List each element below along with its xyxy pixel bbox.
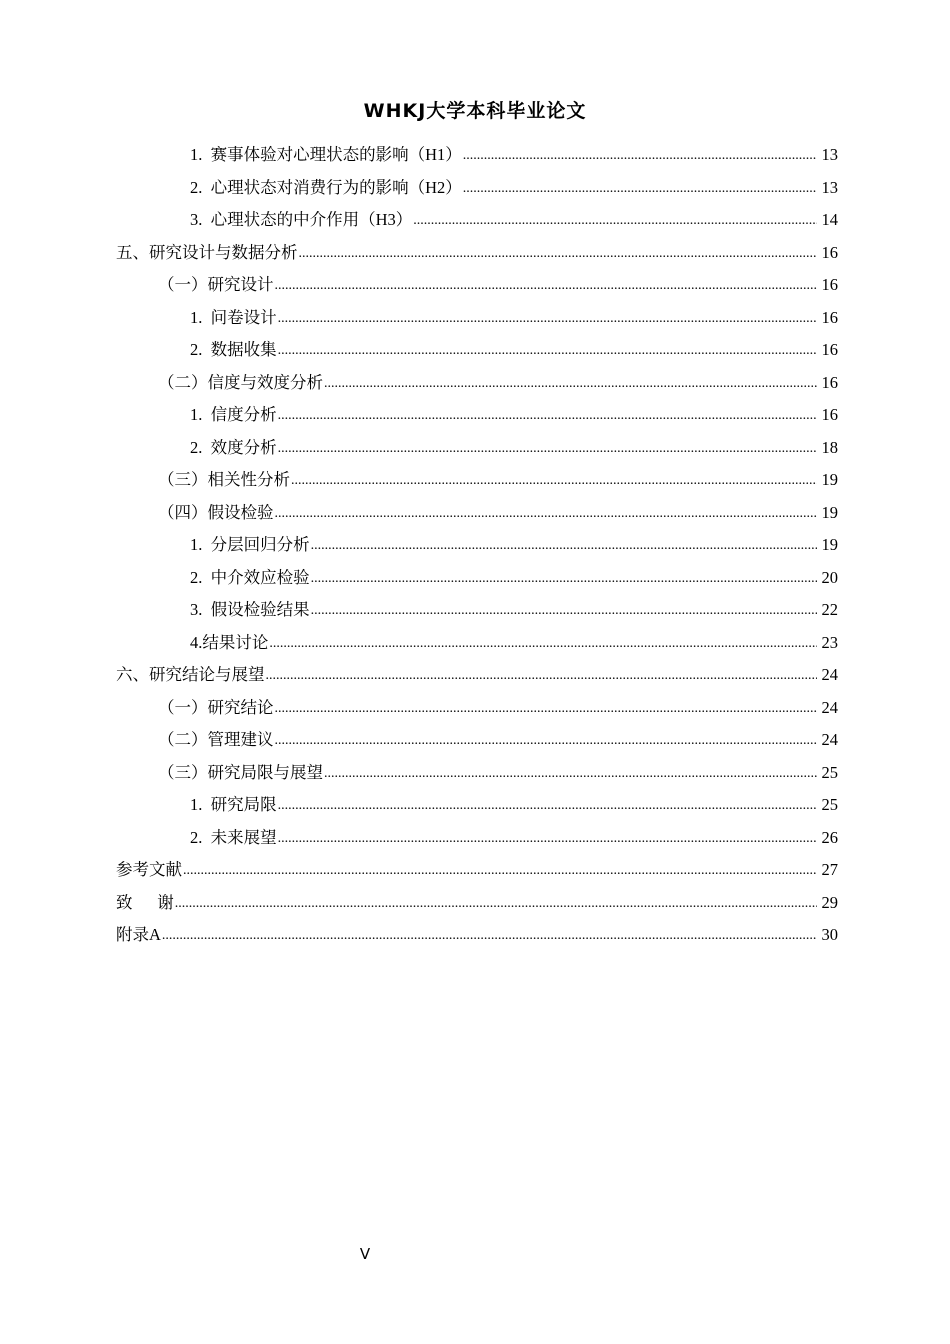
toc-entry-label: 参考文献 bbox=[116, 860, 182, 879]
toc-entry[interactable] bbox=[116, 204, 838, 237]
table-of-contents bbox=[116, 139, 838, 952]
toc-entry-label: 2. 未来展望 bbox=[190, 827, 277, 847]
toc-entry-page: 18 bbox=[821, 437, 838, 457]
page-number: V bbox=[359, 1245, 371, 1263]
toc-entry-page: 19 bbox=[821, 535, 838, 554]
toc-entry-label: 1. 信度分析 bbox=[190, 405, 277, 424]
toc-entry[interactable] bbox=[116, 724, 838, 757]
toc-entry-label: 3. 假设检验结果 bbox=[190, 600, 310, 619]
toc-entry-label: 五、研究设计与数据分析 bbox=[116, 242, 298, 262]
toc-leader-dots bbox=[278, 335, 817, 368]
toc-entry-page: 19 bbox=[821, 502, 838, 522]
toc-entry-label: 1. 研究局限 bbox=[190, 795, 277, 814]
toc-leader-dots bbox=[275, 693, 818, 726]
toc-leader-dots bbox=[278, 790, 817, 823]
toc-leader-dots bbox=[291, 465, 817, 498]
toc-entry-page: 25 bbox=[821, 762, 838, 782]
toc-entry-label: 1. 分层回归分析 bbox=[190, 535, 310, 554]
toc-entry-page: 20 bbox=[821, 567, 838, 587]
toc-leader-dots bbox=[275, 270, 818, 303]
toc-leader-dots bbox=[175, 888, 817, 921]
toc-entry[interactable] bbox=[116, 659, 838, 692]
toc-entry-page: 16 bbox=[821, 307, 838, 327]
toc-leader-dots bbox=[275, 725, 818, 758]
toc-entry-label: 3. 心理状态的中介作用（H3） bbox=[190, 210, 413, 229]
toc-entry-label: （三）相关性分析 bbox=[158, 470, 290, 489]
toc-entry[interactable] bbox=[116, 237, 838, 270]
toc-entry-page: 22 bbox=[821, 600, 838, 619]
toc-entry-page: 16 bbox=[821, 405, 838, 424]
toc-entry-label: 1. 问卷设计 bbox=[190, 307, 277, 327]
toc-entry-page: 16 bbox=[821, 275, 838, 294]
toc-entry-label: 2. 效度分析 bbox=[190, 437, 277, 457]
toc-entry[interactable] bbox=[116, 367, 838, 400]
toc-entry[interactable] bbox=[116, 594, 838, 627]
toc-entry-page: 16 bbox=[821, 242, 838, 262]
toc-entry[interactable] bbox=[116, 529, 838, 562]
toc-entry-label: （二）管理建议 bbox=[158, 730, 274, 749]
toc-leader-dots bbox=[278, 400, 817, 433]
toc-entry[interactable] bbox=[116, 757, 838, 790]
toc-leader-dots bbox=[299, 238, 818, 271]
toc-leader-dots bbox=[266, 660, 818, 693]
toc-leader-dots bbox=[311, 530, 817, 563]
toc-leader-dots bbox=[311, 595, 817, 628]
toc-entry[interactable] bbox=[116, 919, 838, 952]
toc-entry-label: （二）信度与效度分析 bbox=[158, 372, 323, 392]
toc-entry[interactable] bbox=[116, 334, 838, 367]
toc-entry-label: （一）研究设计 bbox=[158, 275, 274, 294]
toc-entry-label: 附录A bbox=[116, 925, 161, 944]
toc-leader-dots bbox=[463, 140, 817, 173]
toc-leader-dots bbox=[278, 303, 817, 336]
toc-leader-dots bbox=[162, 920, 817, 953]
toc-leader-dots bbox=[269, 628, 817, 661]
toc-entry-label: （三）研究局限与展望 bbox=[158, 762, 323, 782]
toc-entry[interactable] bbox=[116, 399, 838, 432]
toc-entry-page: 24 bbox=[821, 697, 838, 717]
toc-entry-label: 1. 赛事体验对心理状态的影响（H1） bbox=[190, 145, 462, 164]
toc-entry-page: 24 bbox=[821, 665, 838, 684]
toc-entry-label: 2. 心理状态对消费行为的影响（H2） bbox=[190, 177, 462, 197]
toc-entry-page: 14 bbox=[821, 210, 838, 229]
toc-entry-label: （四）假设检验 bbox=[158, 502, 274, 522]
toc-entry-page: 19 bbox=[821, 470, 838, 489]
toc-entry-page: 30 bbox=[821, 925, 838, 944]
toc-leader-dots bbox=[324, 368, 817, 401]
toc-entry[interactable] bbox=[116, 464, 838, 497]
toc-leader-dots bbox=[463, 173, 817, 206]
page-header-title: WHKJ大学本科毕业论文 bbox=[363, 100, 587, 122]
toc-entry[interactable] bbox=[116, 432, 838, 465]
toc-leader-dots bbox=[324, 758, 817, 791]
toc-entry-page: 26 bbox=[821, 827, 838, 847]
toc-leader-dots bbox=[275, 498, 818, 531]
toc-entry-page: 13 bbox=[821, 177, 838, 197]
toc-leader-dots bbox=[311, 563, 817, 596]
toc-entry[interactable] bbox=[116, 822, 838, 855]
toc-entry-label: 2. 数据收集 bbox=[190, 340, 277, 359]
toc-entry-label: （一）研究结论 bbox=[158, 697, 274, 717]
toc-entry[interactable] bbox=[116, 692, 838, 725]
toc-entry[interactable] bbox=[116, 172, 838, 205]
toc-leader-dots bbox=[413, 205, 817, 238]
toc-entry[interactable] bbox=[116, 562, 838, 595]
toc-entry-label: 4.结果讨论 bbox=[190, 632, 269, 652]
toc-entry[interactable] bbox=[116, 789, 838, 822]
toc-entry-page: 16 bbox=[821, 340, 838, 359]
toc-entry[interactable] bbox=[116, 497, 838, 530]
toc-entry-label: 致 谢 bbox=[116, 892, 174, 912]
toc-entry-page: 24 bbox=[821, 730, 838, 749]
toc-entry-label: 六、研究结论与展望 bbox=[116, 665, 265, 684]
toc-entry[interactable] bbox=[116, 627, 838, 660]
toc-entry[interactable] bbox=[116, 302, 838, 335]
toc-entry-page: 27 bbox=[821, 860, 838, 879]
toc-entry[interactable] bbox=[116, 887, 838, 920]
toc-entry-page: 25 bbox=[821, 795, 838, 814]
toc-entry-page: 29 bbox=[821, 892, 838, 912]
toc-entry[interactable] bbox=[116, 854, 838, 887]
toc-leader-dots bbox=[183, 855, 817, 888]
toc-leader-dots bbox=[278, 823, 817, 856]
toc-entry-page: 16 bbox=[821, 372, 838, 392]
toc-entry[interactable] bbox=[116, 139, 838, 172]
toc-entry-page: 13 bbox=[821, 145, 838, 164]
toc-entry[interactable] bbox=[116, 269, 838, 302]
toc-entry-label: 2. 中介效应检验 bbox=[190, 567, 310, 587]
toc-leader-dots bbox=[278, 433, 817, 466]
toc-entry-page: 23 bbox=[821, 632, 838, 652]
